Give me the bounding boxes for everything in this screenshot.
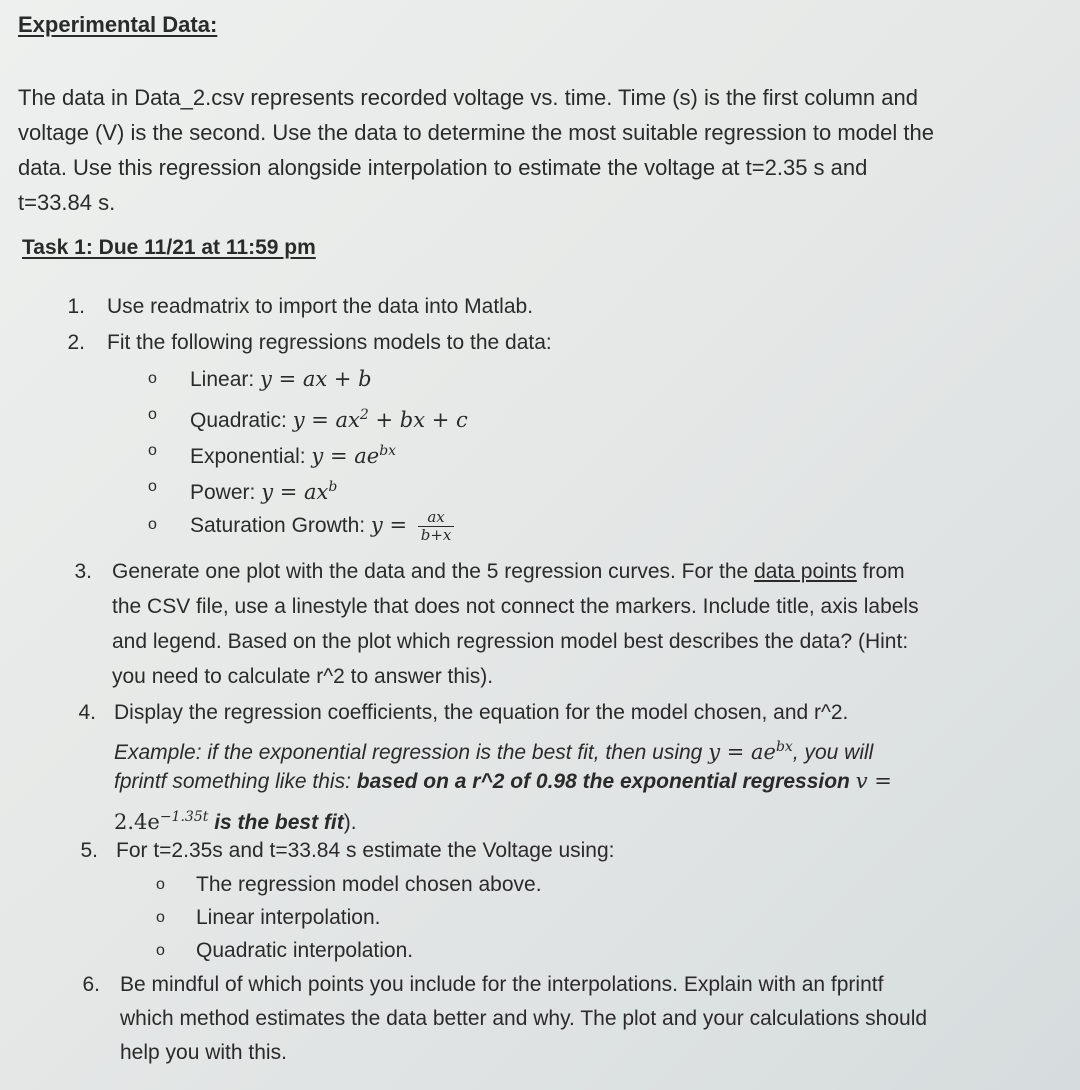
- step-text: from: [856, 560, 905, 583]
- step-text-bold: based on a r^2 of 0.98 the exponential regression: [356, 770, 856, 793]
- bullet-icon: o: [148, 370, 157, 387]
- exponent: bx: [379, 443, 397, 459]
- equation: y = ae: [708, 740, 776, 764]
- numerator: ax: [418, 509, 455, 527]
- exponent: −1.35t: [159, 809, 209, 825]
- bullet-label: Quadratic:: [190, 409, 293, 432]
- bullet-text: The regression model chosen above.: [196, 873, 542, 896]
- step-text: and legend. Based on the plot which regression model best describes the data? (Hint:: [112, 630, 909, 653]
- exponent: b: [328, 479, 338, 495]
- intro-line: t=33.84 s.: [18, 190, 116, 215]
- step-text: Display the regression coefficients, the equation for the model chosen, and r^2.: [114, 701, 849, 724]
- intro-paragraph: [18, 80, 1068, 220]
- step-text: help you with this.: [120, 1041, 287, 1064]
- step-number: 1.: [67, 295, 85, 318]
- step-text-underlined: data points: [754, 560, 857, 583]
- step-text: Use readmatrix to import the data into Matlab.: [107, 295, 534, 318]
- intro-line: voltage (V) is the second. Use the data to determine the most suitable regression to model the: [18, 120, 934, 145]
- equation: y = ae: [311, 444, 380, 468]
- bullet-icon: o: [148, 478, 157, 495]
- equation: 2.4e: [114, 810, 160, 834]
- bullet-icon: o: [148, 442, 157, 459]
- step-text: , you will: [792, 741, 874, 764]
- denominator: b+x: [420, 525, 452, 544]
- bullet-icon: o: [156, 909, 165, 926]
- step-text: Be mindful of which points you include for the interpolations. Explain with an fprintf: [120, 973, 884, 996]
- step-text-bold: is the best fit: [208, 811, 344, 834]
- bullet-label: Exponential:: [190, 445, 312, 468]
- step-text: Fit the following regressions models to the data:: [107, 331, 552, 354]
- step-number: 2.: [67, 331, 85, 354]
- step-text: For t=2.35s and t=33.84 s estimate the Voltage using:: [116, 839, 615, 862]
- step-text: the CSV file, use a linestyle that does not connect the markers. Include title, axis labels: [112, 595, 919, 618]
- equation-tail: + bx + c: [368, 408, 468, 432]
- equation: y = ax + b: [260, 367, 372, 391]
- fraction: [418, 509, 455, 544]
- step-text: Generate one plot with the data and the 5 regression curves. For the: [112, 560, 755, 583]
- bullet-icon: o: [148, 406, 157, 423]
- step-text: ).: [343, 811, 357, 834]
- equation: y = ax: [261, 480, 329, 504]
- bullet-icon: o: [148, 516, 157, 533]
- equation: y =: [370, 513, 414, 537]
- step-number: 3.: [74, 560, 92, 583]
- bullet-icon: o: [156, 942, 165, 959]
- exponent: 2: [359, 407, 369, 423]
- task-heading: Task 1: Due 11/21 at 11:59 pm: [22, 236, 316, 259]
- bullet-label: Saturation Growth:: [190, 514, 371, 537]
- intro-line: data. Use this regression alongside interpolation to estimate the voltage at t=2.35 s and: [18, 155, 868, 180]
- bullet-label: Linear:: [190, 368, 261, 391]
- step-text: which method estimates the data better and why. The plot and your calculations should: [120, 1007, 928, 1030]
- step-number: 5.: [80, 839, 98, 862]
- page-heading: Experimental Data:: [18, 12, 218, 37]
- bullet-icon: o: [156, 876, 165, 893]
- equation: v =: [855, 769, 892, 793]
- step-number: 6.: [82, 973, 100, 996]
- bullet-text: Quadratic interpolation.: [196, 939, 414, 962]
- step-text: fprintf something like this:: [114, 770, 357, 793]
- intro-line: The data in Data_2.csv represents recorded voltage vs. time. Time (s) is the first column and: [18, 85, 918, 110]
- step-text: you need to calculate r^2 to answer this).: [112, 665, 494, 688]
- equation: y = ax: [292, 408, 360, 432]
- step-number: 4.: [78, 701, 96, 724]
- exponent: bx: [775, 739, 793, 755]
- bullet-label: Power:: [190, 481, 262, 504]
- step-text: Example: if the exponential regression is the best fit, then using: [114, 741, 709, 764]
- bullet-text: Linear interpolation.: [196, 906, 381, 929]
